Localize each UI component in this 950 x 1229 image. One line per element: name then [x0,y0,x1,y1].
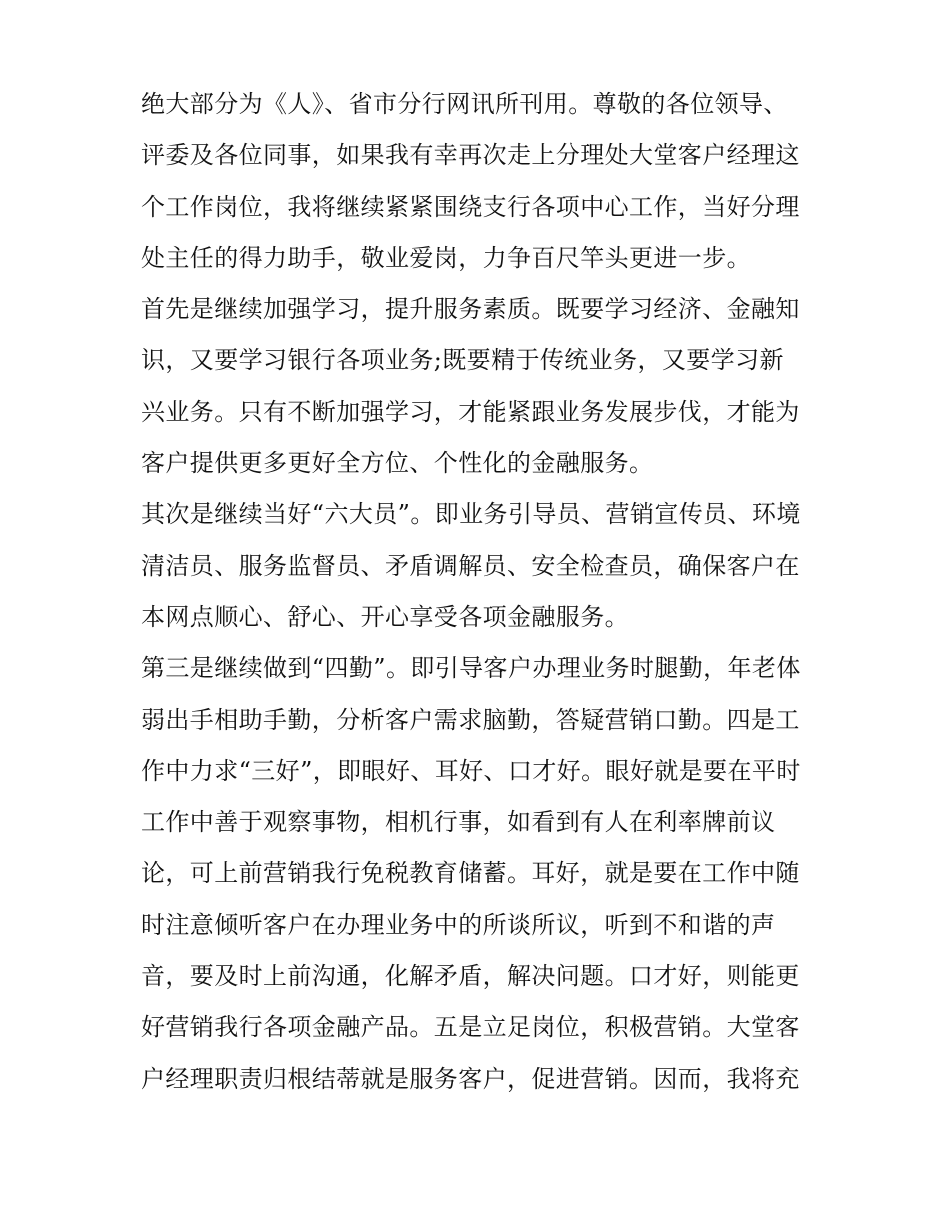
text-line: 处主任的得力助手，敬业爱岗，力争百尺竿头更进一步。 [141,243,751,272]
text-line: 好营销我行各项金融产品。五是立足岗位，积极营销。大堂客 [141,1013,800,1042]
text-line: 首先是继续加强学习，提升服务素质。既要学习经济、金融知 [141,295,800,324]
text-line: 弱出手相助手勤，分析客户需求脑勤，答疑营销口勤。四是工 [141,705,800,734]
text-line: 音，要及时上前沟通，化解矛盾，解决问题。口才好，则能更 [141,962,800,991]
text-line: 兴业务。只有不断加强学习，才能紧跟业务发展步伐，才能为 [141,397,800,426]
text-line: 工作中善于观察事物，相机行事，如看到有人在利率牌前议 [141,808,776,837]
text-line: 时注意倾听客户在办理业务中的所谈所议，听到不和谐的声 [141,910,776,939]
text-line: 第三是继续做到“四勤”。即引导客户办理业务时腿勤，年老体 [141,654,801,683]
text-line: 客户提供更多更好全方位、个性化的金融服务。 [141,449,654,478]
text-line: 本网点顺心、舒心、开心享受各项金融服务。 [141,602,629,631]
text-line: 绝大部分为《人》、省市分行网讯所刊用。尊敬的各位领导、 [141,90,788,118]
text-line: 论，可上前营销我行免税教育储蓄。耳好，就是要在工作中随 [141,859,800,888]
text-line: 评委及各位同事，如果我有幸再次走上分理处大堂客户经理这 [141,141,800,170]
text-line: 个工作岗位，我将继续紧紧围绕支行各项中心工作，当好分理 [141,192,800,221]
text-line: 清洁员、服务监督员、矛盾调解员、安全检查员，确保客户在 [141,551,800,580]
text-line: 识，又要学习银行各项业务;既要精于传统业务，又要学习新 [141,346,784,375]
text-line: 其次是继续当好“六大员”。即业务引导员、营销宣传员、环境 [141,500,801,529]
text-line: 作中力求“三好”，即眼好、耳好、口才好。眼好就是要在平时 [141,756,801,785]
body-text [141,79,821,1105]
text-line: 户经理职责归根结蒂就是服务客户，促进营销。因而，我将充 [141,1064,800,1093]
